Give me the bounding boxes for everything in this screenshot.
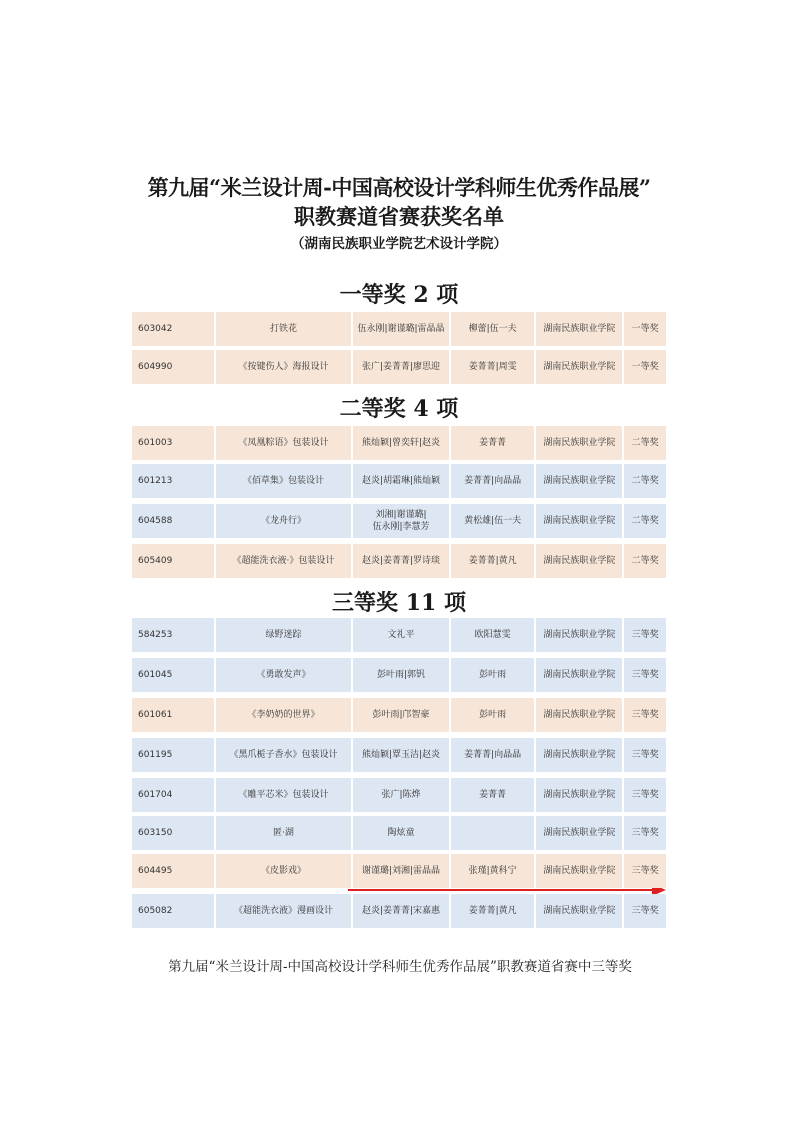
cell-code: 605409 xyxy=(132,544,214,578)
cell-award: 三等奖 xyxy=(624,698,666,732)
cell-school: 湖南民族职业学院 xyxy=(536,426,622,460)
cell-advisors: 欧阳慧雯 xyxy=(451,618,535,652)
cell-school: 湖南民族职业学院 xyxy=(536,618,622,652)
cell-school: 湖南民族职业学院 xyxy=(536,658,622,692)
cell-students: 彭叶雨|郭钒 xyxy=(353,658,449,692)
figure-caption: 第九届“米兰设计周-中国高校设计学科师生优秀作品展”职教赛道省赛中三等奖 xyxy=(168,959,632,975)
cell-students: 赵炎|胡霜琳|熊灿颖 xyxy=(353,464,449,498)
cell-title: 《李奶奶的世界》 xyxy=(216,698,351,732)
cell-title: 打铁花 xyxy=(216,312,351,346)
cell-award: 三等奖 xyxy=(624,618,666,652)
cell-award: 一等奖 xyxy=(624,312,666,346)
cell-title: 《佰草集》包装设计 xyxy=(216,464,351,498)
table-row xyxy=(132,618,666,652)
cell-title: 《按键伤人》海报设计 xyxy=(216,350,351,384)
cell-code: 601003 xyxy=(132,426,214,460)
cell-students: 熊灿颖|曾奕轩|赵炎 xyxy=(353,426,449,460)
cell-advisors: 彭叶雨 xyxy=(451,698,535,732)
cell-code: 604990 xyxy=(132,350,214,384)
table-row xyxy=(132,350,666,384)
cell-code: 604495 xyxy=(132,854,214,888)
cell-code: 603042 xyxy=(132,312,214,346)
cell-code: 601061 xyxy=(132,698,214,732)
cell-school: 湖南民族职业学院 xyxy=(536,544,622,578)
cell-school: 湖南民族职业学院 xyxy=(536,312,622,346)
cell-title: 《雕平芯米》包装设计 xyxy=(216,778,351,812)
cell-title: 匿·湖 xyxy=(216,816,351,850)
cell-students: 张广|陈烨 xyxy=(353,778,449,812)
cell-award: 二等奖 xyxy=(624,504,666,538)
section-heading: 二等奖 4 项 xyxy=(339,396,459,422)
cell-code: 601213 xyxy=(132,464,214,498)
section-heading: 一等奖 2 项 xyxy=(339,282,459,308)
cell-code: 584253 xyxy=(132,618,214,652)
table-row xyxy=(132,464,666,498)
cell-title: 《龙舟行》 xyxy=(216,504,351,538)
cell-students: 刘湘|谢谨璐| 伍永刚|李慧芳 xyxy=(353,504,449,538)
cell-advisors: 姜菁菁|黄凡 xyxy=(451,894,535,928)
cell-code: 603150 xyxy=(132,816,214,850)
cell-advisors: 张瑾|黄科宁 xyxy=(451,854,535,888)
cell-advisors: 黄松雄|伍一夫 xyxy=(451,504,535,538)
cell-award: 二等奖 xyxy=(624,464,666,498)
cell-advisors xyxy=(451,816,535,850)
cell-students: 赵炎|姜菁菁|宋嘉惠 xyxy=(353,894,449,928)
cell-award: 三等奖 xyxy=(624,894,666,928)
cell-advisors: 姜菁菁 xyxy=(451,778,535,812)
cell-students: 张广|姜菁菁|廖思迎 xyxy=(353,350,449,384)
table-row xyxy=(132,738,666,772)
cell-students: 谢谨璐|刘湘|雷晶晶 xyxy=(353,854,449,888)
cell-school: 湖南民族职业学院 xyxy=(536,778,622,812)
table-row xyxy=(132,426,666,460)
cell-school: 湖南民族职业学院 xyxy=(536,350,622,384)
cell-title: 《凤凰粽语》包装设计 xyxy=(216,426,351,460)
cell-title: 绿野迷踪 xyxy=(216,618,351,652)
cell-school: 湖南民族职业学院 xyxy=(536,816,622,850)
title-line-2: 职教赛道省赛获奖名单 xyxy=(294,204,504,229)
cell-award: 三等奖 xyxy=(624,738,666,772)
cell-title: 《超能洗衣液·》包装设计 xyxy=(216,544,351,578)
award-list-image xyxy=(130,148,668,940)
cell-award: 三等奖 xyxy=(624,816,666,850)
table-row xyxy=(132,816,666,850)
cell-title: 《超能洗衣液》漫画设计 xyxy=(216,894,351,928)
cell-title: 《黑爪栀子香水》包装设计 xyxy=(216,738,351,772)
cell-award: 三等奖 xyxy=(624,658,666,692)
cell-students: 伍永刚|谢谨璐|雷晶晶 xyxy=(353,312,449,346)
cell-students: 文礼平 xyxy=(353,618,449,652)
cell-advisors: 柳蕾|伍一夫 xyxy=(451,312,535,346)
cell-code: 605082 xyxy=(132,894,214,928)
table-row xyxy=(132,504,666,538)
subtitle: （湖南民族职业学院艺术设计学院） xyxy=(291,236,507,252)
title-line-1: 第九届“米兰设计周-中国高校设计学科师生优秀作品展” xyxy=(147,175,651,200)
cell-code: 601195 xyxy=(132,738,214,772)
table-row xyxy=(132,544,666,578)
cell-advisors: 姜菁菁 xyxy=(451,426,535,460)
cell-school: 湖南民族职业学院 xyxy=(536,894,622,928)
table-row xyxy=(132,698,666,732)
table-row xyxy=(132,778,666,812)
cell-school: 湖南民族职业学院 xyxy=(536,698,622,732)
cell-code: 604588 xyxy=(132,504,214,538)
cell-students: 陶炫童 xyxy=(353,816,449,850)
cell-school: 湖南民族职业学院 xyxy=(536,464,622,498)
section-heading: 三等奖 11 项 xyxy=(332,590,466,616)
cell-title: 《勇敢发声》 xyxy=(216,658,351,692)
cell-award: 二等奖 xyxy=(624,544,666,578)
cell-students: 彭叶雨|邝智豪 xyxy=(353,698,449,732)
cell-students: 赵炎|姜菁菁|罗诗琰 xyxy=(353,544,449,578)
cell-award: 一等奖 xyxy=(624,350,666,384)
table-row xyxy=(132,312,666,346)
cell-advisors: 姜菁菁|向晶晶 xyxy=(451,464,535,498)
table-row xyxy=(132,854,666,888)
cell-advisors: 彭叶雨 xyxy=(451,658,535,692)
table-row xyxy=(132,894,666,928)
cell-award: 三等奖 xyxy=(624,778,666,812)
cell-school: 湖南民族职业学院 xyxy=(536,738,622,772)
cell-advisors: 姜菁菁|周雯 xyxy=(451,350,535,384)
cell-students: 熊灿颖|覃玉洁|赵炎 xyxy=(353,738,449,772)
table-row xyxy=(132,658,666,692)
cell-school: 湖南民族职业学院 xyxy=(536,504,622,538)
cell-code: 601704 xyxy=(132,778,214,812)
cell-code: 601045 xyxy=(132,658,214,692)
cell-advisors: 姜菁菁|黄凡 xyxy=(451,544,535,578)
cell-title: 《皮影戏》 xyxy=(216,854,351,888)
cell-school: 湖南民族职业学院 xyxy=(536,854,622,888)
cell-advisors: 姜菁菁|向晶晶 xyxy=(451,738,535,772)
cell-award: 三等奖 xyxy=(624,854,666,888)
cell-award: 二等奖 xyxy=(624,426,666,460)
